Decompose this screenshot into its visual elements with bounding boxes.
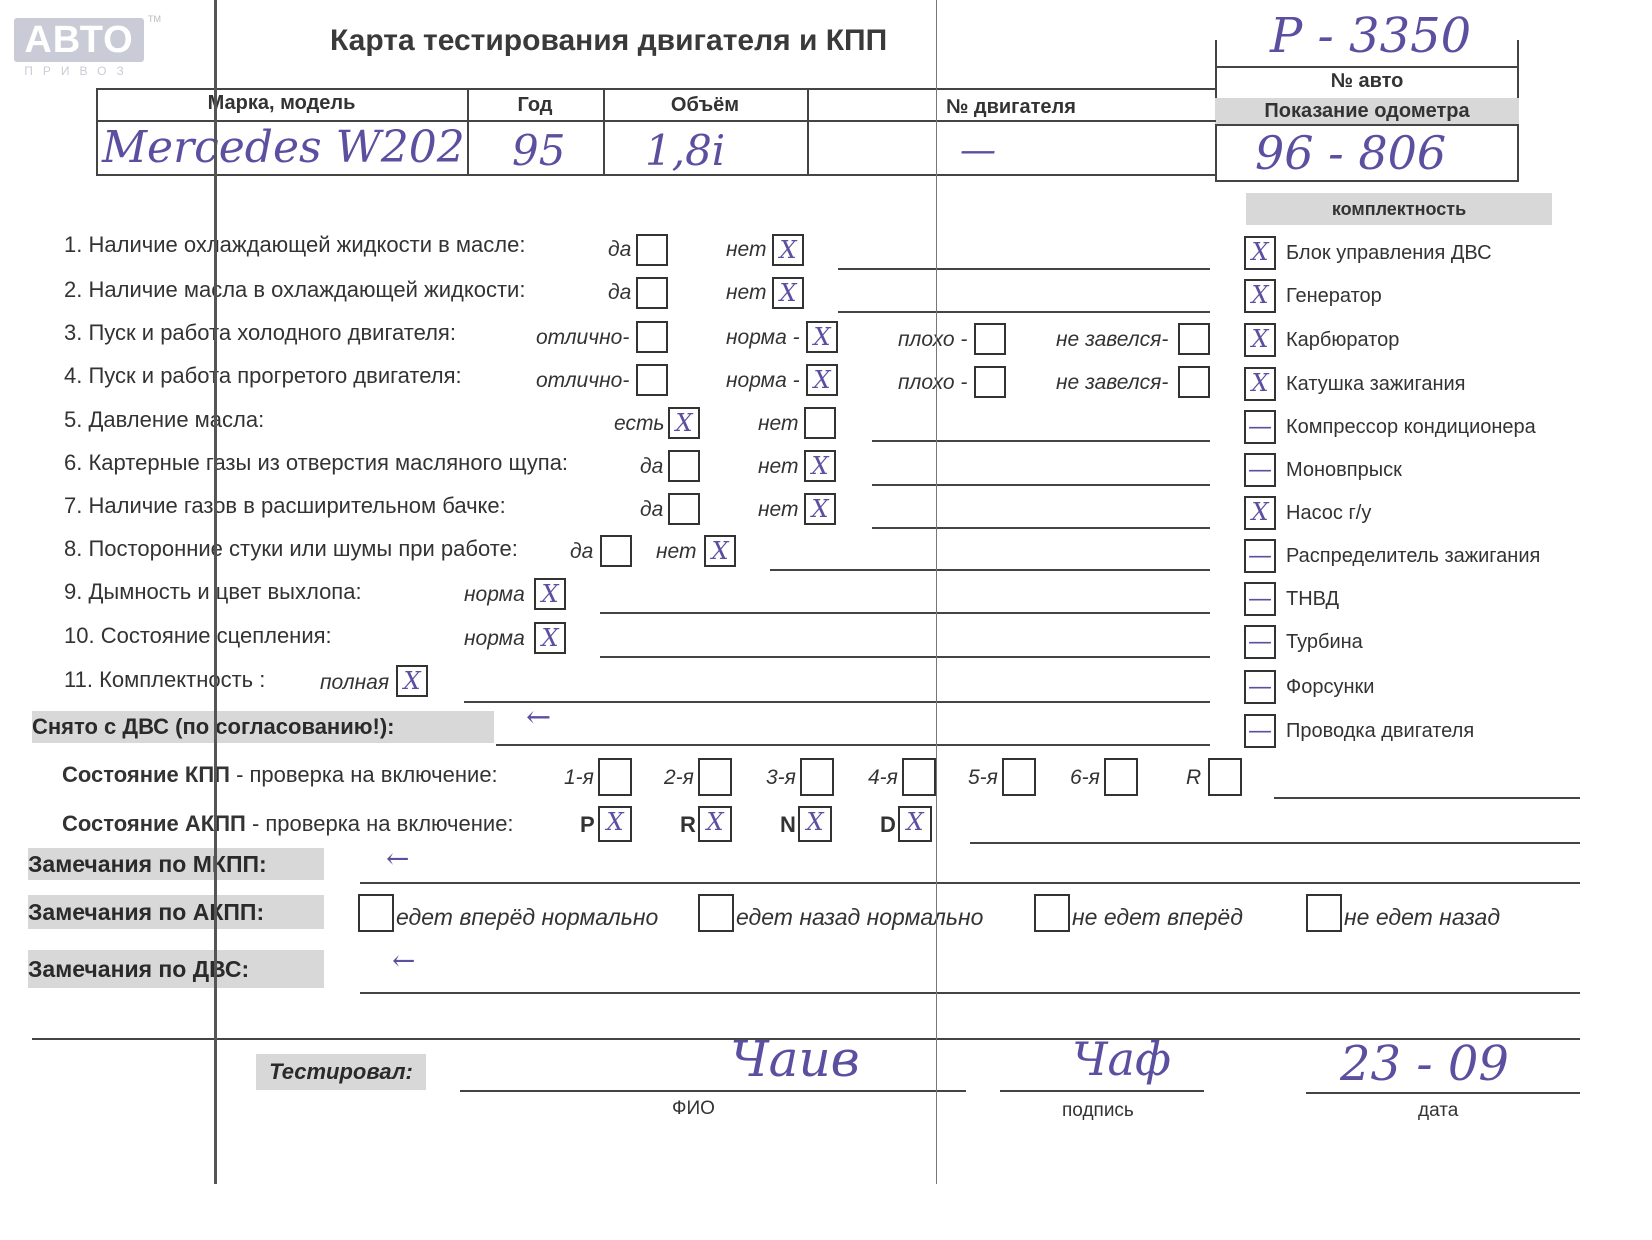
komplekt-checkbox[interactable]: — — [1244, 625, 1276, 659]
akpp-gear-checkbox[interactable]: X — [798, 806, 832, 842]
item-1: 1. Наличие охлаждающей жидкости в масле: — [64, 232, 526, 257]
komplekt-checkbox[interactable]: X — [1244, 236, 1276, 270]
checkbox[interactable]: X — [804, 493, 836, 525]
date-label: дата — [1418, 1100, 1459, 1121]
header-volume: Объём — [670, 94, 740, 116]
zam-mkpp-label: Замечания по МКПП: — [28, 848, 324, 880]
opt-otlichno: отлично- — [536, 369, 630, 392]
opt-da: да — [570, 540, 594, 563]
opt-net: нет — [726, 281, 767, 304]
value-engine-no: — — [960, 130, 996, 171]
komplekt-label: Генератор — [1286, 285, 1382, 307]
kpp-gear-checkbox[interactable] — [1104, 758, 1138, 796]
komplekt-checkbox[interactable]: — — [1244, 670, 1276, 704]
checkbox[interactable] — [1178, 366, 1210, 398]
akpp-opt-box[interactable] — [1306, 894, 1342, 932]
checkbox[interactable] — [636, 364, 668, 396]
komplekt-checkbox[interactable]: — — [1244, 582, 1276, 616]
opt-otlichno: отлично- — [536, 326, 630, 349]
opt-net: нет — [758, 498, 799, 521]
komplekt-label: Распределитель зажигания — [1286, 545, 1541, 567]
opt-net: нет — [758, 412, 799, 435]
checkbox[interactable]: X — [704, 535, 736, 567]
kpp-gear-label: 6-я — [1070, 766, 1100, 789]
kpp-gear-label: 3-я — [766, 766, 796, 789]
item-2: 2. Наличие масла в охлаждающей жидкости: — [64, 277, 526, 302]
value-make: Mercedes W202 — [102, 122, 465, 173]
logo: АВТО — [14, 18, 144, 62]
checkbox[interactable] — [668, 493, 700, 525]
akpp-gear-checkbox[interactable]: X — [698, 806, 732, 842]
kpp-gear-label: 4-я — [868, 766, 898, 789]
komplekt-title: комплектность — [1246, 193, 1552, 225]
akpp-gear-label: N — [780, 812, 796, 837]
tested-label: Тестировал: — [256, 1054, 426, 1090]
zam-dvs-label: Замечания по ДВС: — [28, 950, 324, 988]
opt-polnaya: полная — [320, 671, 390, 694]
logo-subtitle: ПРИВОЗ — [24, 64, 134, 78]
opt-da: да — [640, 498, 664, 521]
akpp-opt-box[interactable] — [698, 894, 734, 932]
odometer-label: Показание одометра — [1215, 98, 1519, 124]
signature: Чаф — [1072, 1032, 1171, 1086]
kpp-gear-label: R — [1186, 766, 1202, 789]
komplekt-checkbox[interactable]: — — [1244, 539, 1276, 573]
sign-label: подпись — [1062, 1100, 1134, 1121]
komplekt-checkbox[interactable]: — — [1244, 453, 1276, 487]
opt-da: да — [608, 281, 632, 304]
komplekt-checkbox[interactable]: — — [1244, 410, 1276, 444]
car-id-label: № авто — [1330, 70, 1404, 92]
akpp-gear-label: P — [580, 812, 595, 837]
checkbox[interactable] — [668, 450, 700, 482]
checkbox[interactable]: X — [804, 450, 836, 482]
value-volume: 1,8i — [645, 126, 726, 175]
checkbox[interactable]: X — [806, 364, 838, 396]
komplekt-checkbox[interactable]: X — [1244, 323, 1276, 357]
kpp-gear-checkbox[interactable] — [1002, 758, 1036, 796]
item-4: 4. Пуск и работа прогретого двигателя: — [64, 363, 462, 388]
zam-mkpp-value: ← — [386, 842, 410, 875]
opt-net: нет — [758, 455, 799, 478]
opt-norma: норма — [464, 627, 525, 650]
kpp-gear-label: 1-я — [564, 766, 594, 789]
akpp-gear-checkbox[interactable]: X — [898, 806, 932, 842]
opt-norma: норма — [464, 583, 525, 606]
item-8: 8. Посторонние стуки или шумы при работе: — [64, 536, 518, 561]
opt-norma: норма - — [726, 326, 800, 349]
kpp-gear-label: 2-я — [664, 766, 694, 789]
kpp-gear-checkbox[interactable] — [698, 758, 732, 796]
zam-dvs-value: ← — [392, 944, 416, 977]
odometer-value: 96 - 806 — [1255, 126, 1447, 180]
komplekt-checkbox[interactable]: — — [1244, 714, 1276, 748]
item-11: 11. Комплектность : — [64, 667, 266, 692]
akpp-opt-no-forward: не едет вперёд — [1072, 904, 1243, 930]
opt-ne-zavelsya: не завелся- — [1056, 328, 1169, 351]
item-3: 3. Пуск и работа холодного двигателя: — [64, 320, 456, 345]
komplekt-label: Насос г/у — [1286, 502, 1372, 524]
kpp-gear-checkbox[interactable] — [1208, 758, 1242, 796]
checkbox[interactable] — [1178, 323, 1210, 355]
checkbox[interactable]: X — [668, 407, 700, 439]
akpp-label: Состояние АКПП - проверка на включение: — [62, 811, 514, 836]
akpp-opt-box[interactable] — [1034, 894, 1070, 932]
kpp-label: Состояние КПП - проверка на включение: — [62, 762, 498, 787]
checkbox[interactable]: X — [806, 321, 838, 353]
komplekt-label: Форсунки — [1286, 676, 1375, 698]
checkbox[interactable] — [636, 277, 668, 309]
checkbox[interactable] — [600, 535, 632, 567]
header-make: Марка, модель — [207, 92, 356, 114]
header-year: Год — [517, 94, 553, 116]
akpp-gear-checkbox[interactable]: X — [598, 806, 632, 842]
akpp-opt-box[interactable] — [358, 894, 394, 932]
trademark: TM — [148, 14, 161, 24]
kpp-gear-checkbox[interactable] — [902, 758, 936, 796]
akpp-gear-label: D — [880, 812, 896, 837]
komplekt-checkbox[interactable]: X — [1244, 496, 1276, 530]
checkbox[interactable]: X — [534, 578, 566, 610]
checkbox[interactable] — [636, 321, 668, 353]
opt-da: да — [640, 455, 664, 478]
checkbox[interactable] — [636, 234, 668, 266]
page-title: Карта тестирования двигателя и КПП — [330, 24, 888, 57]
checkbox[interactable]: X — [534, 622, 566, 654]
akpp-gear-label: R — [680, 812, 696, 837]
komplekt-checkbox[interactable]: X — [1244, 279, 1276, 313]
checkbox[interactable]: X — [772, 234, 804, 266]
opt-norma: норма - — [726, 369, 800, 392]
kpp-gear-checkbox[interactable] — [800, 758, 834, 796]
komplekt-label: Турбина — [1286, 631, 1363, 653]
opt-est: есть — [614, 412, 665, 435]
komplekt-label: Моновпрыск — [1286, 459, 1402, 481]
fio-value: Чаив — [730, 1030, 860, 1088]
item-7: 7. Наличие газов в расширительном бачке: — [64, 493, 506, 518]
opt-net: нет — [726, 238, 767, 261]
komplekt-label: ТНВД — [1286, 588, 1340, 610]
komplekt-checkbox[interactable]: X — [1244, 367, 1276, 401]
akpp-opt-forward-ok: едет вперёд нормально — [396, 904, 659, 930]
opt-da: да — [608, 238, 632, 261]
checkbox[interactable] — [804, 407, 836, 439]
item-5: 5. Давление масла: — [64, 407, 265, 432]
komplekt-label: Блок управления ДВС — [1286, 242, 1492, 264]
kpp-gear-checkbox[interactable] — [598, 758, 632, 796]
item-9: 9. Дымность и цвет выхлопа: — [64, 579, 362, 604]
checkbox[interactable] — [974, 323, 1006, 355]
checkbox[interactable] — [974, 366, 1006, 398]
komplekt-label: Катушка зажигания — [1286, 373, 1466, 395]
snyato-value: ← — [526, 700, 552, 735]
kpp-gear-label: 5-я — [968, 766, 998, 789]
komplekt-label: Карбюратор — [1286, 329, 1400, 351]
checkbox[interactable]: X — [396, 665, 428, 697]
opt-net: нет — [656, 540, 697, 563]
date-value: 23 - 09 — [1340, 1036, 1509, 1092]
akpp-opt-no-back: не едет назад — [1344, 904, 1501, 930]
item-6: 6. Картерные газы из отверстия масляного щупа: — [64, 450, 569, 475]
opt-ne-zavelsya: не завелся- — [1056, 371, 1169, 394]
value-year: 95 — [512, 126, 566, 175]
header-engine-no: № двигателя — [946, 96, 1076, 118]
zam-akpp-label: Замечания по АКПП: — [28, 895, 324, 929]
opt-ploho: плохо - — [898, 328, 968, 351]
opt-ploho: плохо - — [898, 371, 968, 394]
car-id-value: P - 3350 — [1270, 8, 1472, 64]
komplekt-label: Проводка двигателя — [1286, 720, 1475, 742]
checkbox[interactable]: X — [772, 277, 804, 309]
item-10: 10. Состояние сцепления: — [64, 623, 332, 648]
akpp-opt-back-ok: едет назад нормально — [736, 904, 984, 930]
snyato-label: Снято с ДВС (по согласованию!): — [32, 711, 494, 743]
komplekt-label: Компрессор кондиционера — [1286, 416, 1536, 438]
fio-label: ФИО — [672, 1098, 715, 1119]
